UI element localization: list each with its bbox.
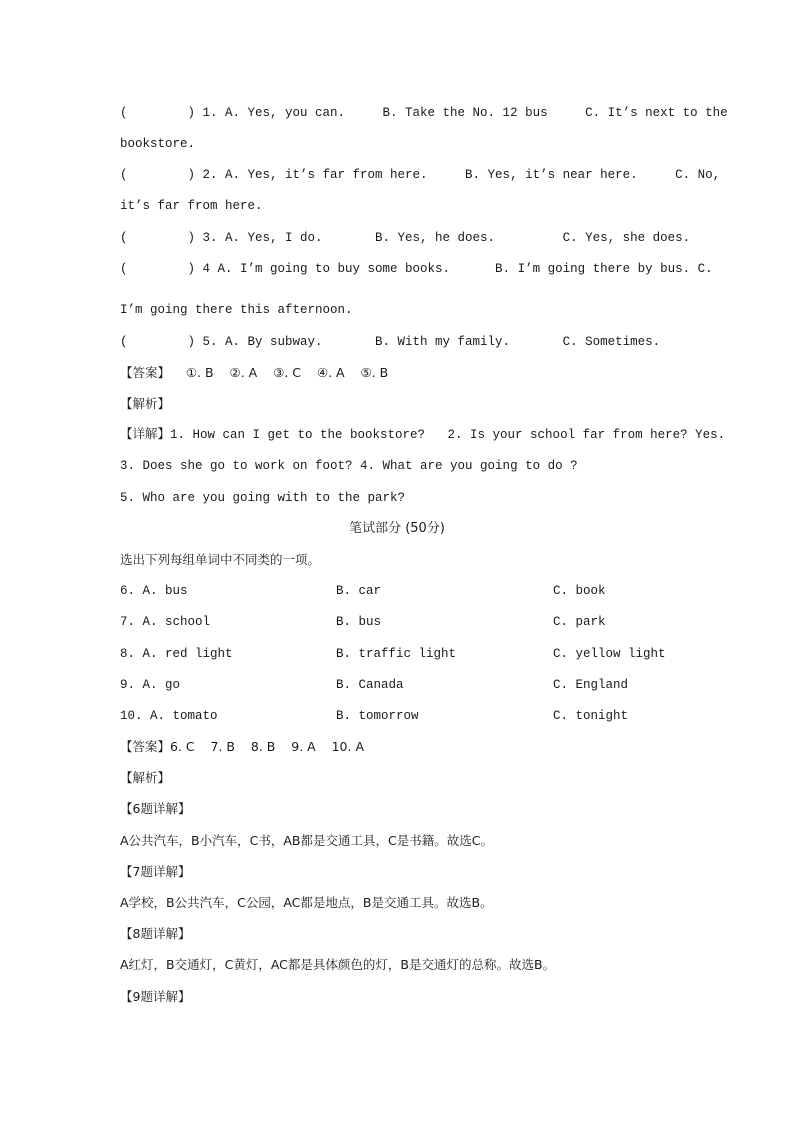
option-b: B. tomorrow (336, 709, 419, 723)
listening-question-2: ( ) 2. A. Yes, it’s far from here. B. Yes, it’s near here. C. No, (120, 168, 721, 182)
listening-question-4-cont: I’m going there this afternoon. (120, 303, 353, 317)
listening-detail-line-1: 【详解】1. How can I get to the bookstore? 2. Is your school far from here? Yes. (120, 428, 726, 442)
listening-detail-line-2: 3. Does she go to work on foot? 4. What are you going to do ? (120, 459, 578, 473)
detail-7-heading: 【7题详解】 (120, 864, 191, 879)
option-a: 6. A. bus (120, 584, 188, 598)
listening-question-5: ( ) 5. A. By subway. B. With my family. C. Sometimes. (120, 335, 661, 349)
written-section-title: 笔试部分 (50分) (349, 521, 445, 536)
detail-8-text: A红灯，B交通灯，C黄灯，AC都是具体颜色的灯，B是交通灯的总称。故选B。 (120, 957, 556, 972)
option-b: B. car (336, 584, 382, 598)
listening-detail-line-3: 5. Who are you going with to the park? (120, 491, 406, 505)
option-a: 10. A. tomato (120, 709, 218, 723)
detail-6-heading: 【6题详解】 (120, 801, 191, 816)
option-c: C. yellow light (553, 647, 666, 661)
detail-7-text: A学校，B公共汽车，C公园，AC都是地点，B是交通工具。故选B。 (120, 895, 493, 910)
detail-8-heading: 【8题详解】 (120, 926, 191, 941)
listening-question-1-cont: bookstore. (120, 137, 196, 151)
listening-analysis-heading: 【解析】 (120, 396, 171, 411)
listening-question-4: ( ) 4 A. I’m going to buy some books. B. I’m going there by bus. C. (120, 262, 713, 276)
option-a: 9. A. go (120, 678, 181, 692)
detail-6-text: A公共汽车，B小汽车，C书，AB都是交通工具，C是书籍。故选C。 (120, 833, 493, 848)
option-c: C. park (553, 615, 606, 629)
option-c: C. book (553, 584, 606, 598)
option-a: 7. A. school (120, 615, 211, 629)
written-instruction: 选出下列每组单词中不同类的一项。 (120, 552, 321, 567)
option-c: C. England (553, 678, 629, 692)
option-b: B. traffic light (336, 647, 457, 661)
written-answer: 【答案】6. C 7. B 8. B 9. A 10. A (120, 739, 365, 754)
listening-question-2-cont: it’s far from here. (120, 199, 263, 213)
option-b: B. Canada (336, 678, 404, 692)
option-a: 8. A. red light (120, 647, 233, 661)
listening-answer: 【答案】 ①. B ②. A ③. C ④. A ⑤. B (120, 365, 389, 380)
option-b: B. bus (336, 615, 382, 629)
detail-9-heading: 【9题详解】 (120, 989, 191, 1004)
written-analysis-heading: 【解析】 (120, 770, 171, 785)
listening-question-3: ( ) 3. A. Yes, I do. B. Yes, he does. C. Yes, she does. (120, 231, 691, 245)
listening-question-1: ( ) 1. A. Yes, you can. B. Take the No. 12 bus C. It’s next to the (120, 106, 728, 120)
option-c: C. tonight (553, 709, 629, 723)
